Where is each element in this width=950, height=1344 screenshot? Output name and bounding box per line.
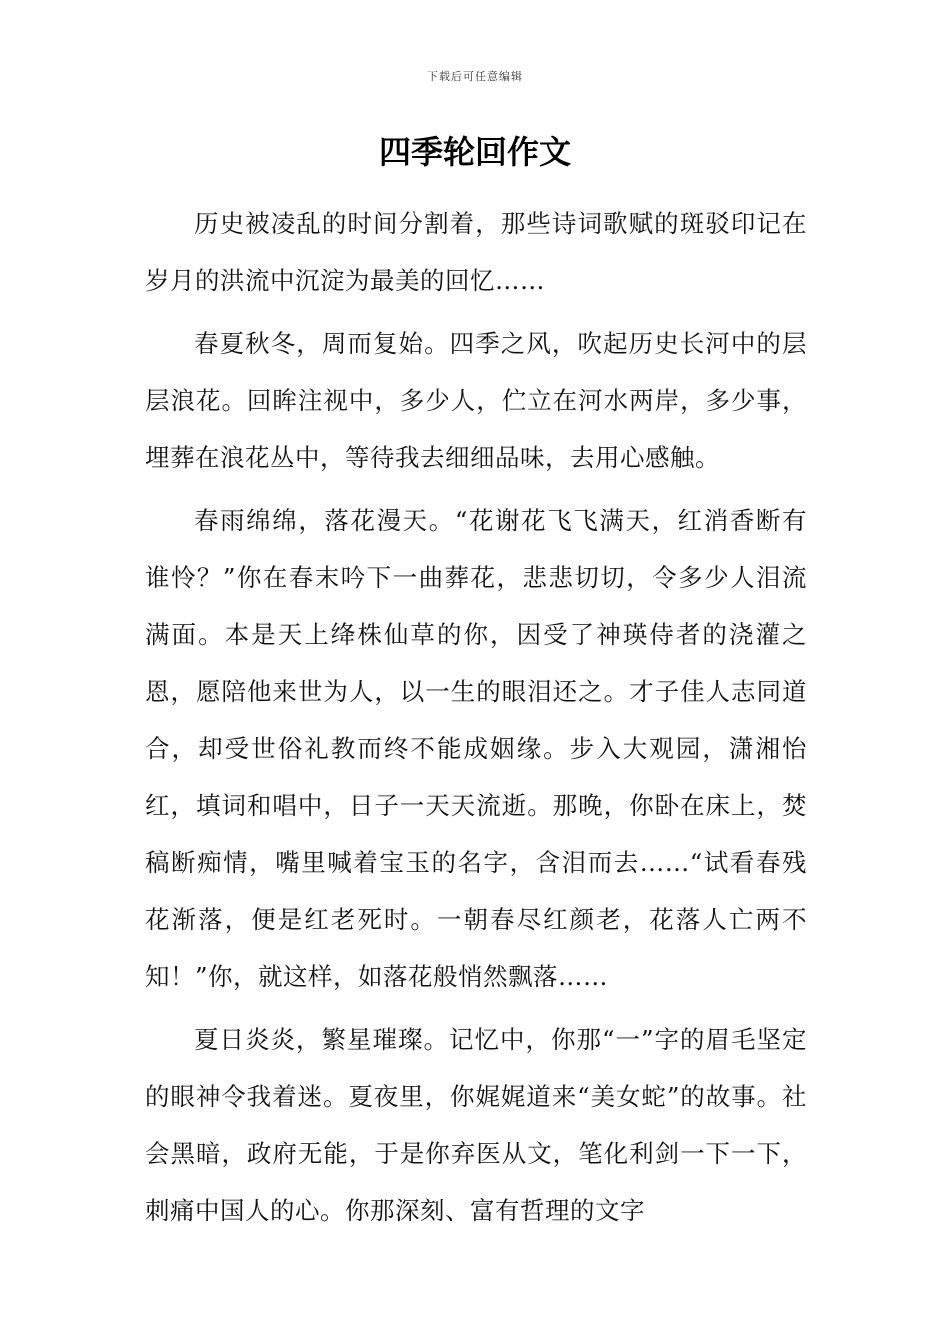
paragraph-3: 春雨绵绵，落花漫天。“花谢花飞飞满天，红消香断有谁怜？”你在春末吟下一曲葬花，悲悲切切，令多少人泪流满面。本是天上绛株仙草的你，因受了神瑛侍者的浇灌之恩，愿陪他来世为人，以一生的眼泪还之。才子佳人志同道合，却受世俗礼教而终不能成姻缘。步入大观园，潇湘怡红，填词和唱中，日子一天天流逝。那晚，你卧在床上，焚稿断痴情，嘴里喊着宝玉的名字，含泪而去……“试看春残花渐落，便是红老死时。一朝春尽红颜老，花落人亡两不知！”你，就这样，如落花般悄然飘落…… (145, 506, 807, 991)
paragraph-4: 夏日炎炎，繁星璀璨。记忆中，你那“一”字的眉毛坚定的眼神令我着迷。夏夜里，你娓娓道来“美女蛇”的故事。社会黑暗，政府无能，于是你弃医从文，笔化利剑一下一下，刺痛中国人的心。你那深刻、富有哲理的文字 (145, 1025, 807, 1225)
paragraph-2: 春夏秋冬，周而复始。四季之风，吹起历史长河中的层层浪花。回眸注视中，多少人，伫立在河水两岸，多少事，埋葬在浪花丛中，等待我去细细品味，去用心感触。 (145, 329, 807, 472)
paragraph-1: 历史被凌乱的时间分割着，那些诗词歌赋的斑驳印记在岁月的洪流中沉淀为最美的回忆…… (145, 209, 807, 295)
document-title: 四季轮回作文 (378, 133, 571, 171)
document-body (145, 195, 807, 1245)
header-note: 下载后可任意编辑 (427, 70, 523, 83)
